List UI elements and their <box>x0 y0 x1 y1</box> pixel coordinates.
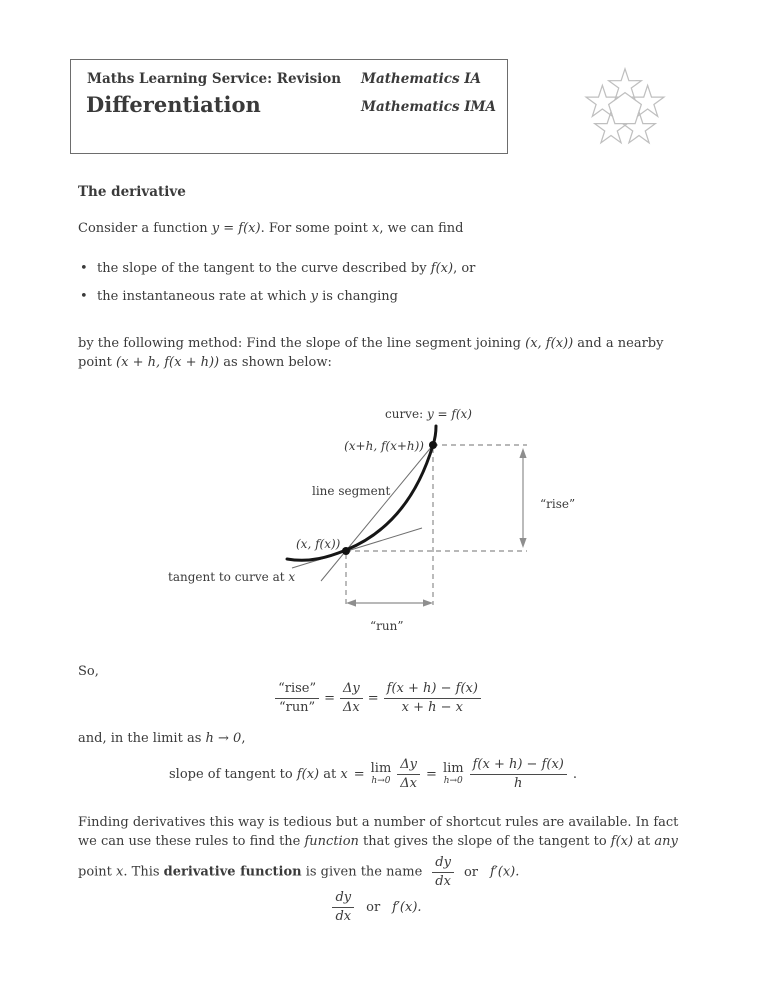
limit-operator <box>443 762 464 786</box>
intro-paragraph <box>78 219 726 238</box>
closing-line-2 <box>78 832 726 851</box>
page-title: Differentiation <box>86 92 261 117</box>
bullet-dot-icon: • <box>80 261 88 276</box>
frac-dy-dx: $\frac{dy}{dx}$ <box>332 890 354 924</box>
secant-line <box>321 445 433 581</box>
period: . <box>572 766 577 782</box>
equation-rise-over-run <box>0 674 762 722</box>
frac-difference-quotient-h <box>470 757 567 791</box>
closing-l3-math-x: x <box>116 864 124 880</box>
rise-label: “rise” <box>540 497 576 511</box>
bullet1-text-1: the slope of the tangent to the curve described by <box>97 261 431 276</box>
frac-dy: dy <box>332 890 354 908</box>
frac-den-xhx: x + h − x <box>401 699 463 715</box>
frac-delta-y: Δy <box>397 757 420 775</box>
bullet1-math: f(x) <box>430 261 454 276</box>
upper-point-label: (x+h, f(x+h)) <box>344 439 424 453</box>
frac-dx: dx <box>435 873 451 889</box>
method-l1-math: (x, f(x)) <box>525 336 574 351</box>
eq2-lhs <box>169 767 348 782</box>
frac-dy-dx-delta <box>397 757 420 791</box>
eq2-math-fx: f(x) <box>296 766 320 782</box>
frac-dy: dy <box>432 855 454 873</box>
university-star-logo-icon <box>581 62 669 154</box>
bullet2-math: y <box>310 289 318 304</box>
line-segment-label: line segment <box>312 484 391 498</box>
method-l1-text-1: by the following method: Find the slope of the line segment joining <box>78 336 526 351</box>
equals-sign: = <box>353 766 365 782</box>
closing-l2-text-1: we can use these rules to find the <box>78 834 305 849</box>
closing-l2-math-fx: f(x) <box>610 834 634 849</box>
run-arrow-right-icon <box>423 599 433 606</box>
closing-l3-bold-derivative-function: derivative function <box>163 864 302 880</box>
closing-l2-text-3: at <box>633 834 655 849</box>
intro-math-1: y = f(x) <box>211 221 261 236</box>
eq2-math-x: x <box>340 766 348 782</box>
closing-line-3 <box>78 855 726 889</box>
closing-l3-math-fprime: f′(x). <box>489 864 520 880</box>
lower-point-dot <box>342 547 350 555</box>
so-text: So, <box>78 664 99 679</box>
equals-sign: = <box>324 690 336 706</box>
method-l2-text-2: as shown below: <box>219 355 332 370</box>
inline-frac-dy-dx <box>432 855 454 889</box>
or-word: or <box>366 899 381 915</box>
equals-sign: = <box>367 690 379 706</box>
run-label: “run” <box>370 619 404 633</box>
upper-point-dot <box>429 441 437 449</box>
intro-text-1: Consider a function <box>78 221 212 236</box>
lim-subscript: h→0 <box>371 776 391 786</box>
course-name-ia: Mathematics IA <box>361 71 482 87</box>
fprime-expression: f′(x). <box>392 899 422 915</box>
section-heading: The derivative <box>78 184 186 200</box>
closing-l2-text-2: that gives the slope of the tangent to <box>358 834 611 849</box>
bullet2-text-2: is changing <box>317 289 398 304</box>
limit-sentence <box>78 729 245 748</box>
frac-num-fxh: f(x + h) − f(x) <box>470 757 567 775</box>
frac-delta-y: Δy <box>340 681 363 699</box>
frac-run: “run” <box>278 699 316 715</box>
intro-math-2: x <box>372 221 380 236</box>
rise-arrow-down-icon <box>519 538 526 548</box>
service-line: Maths Learning Service: Revision <box>87 71 342 87</box>
closing-l2-italic-any: any <box>654 834 678 849</box>
method-l2-math: (x + h, f(x + h)) <box>116 355 220 370</box>
tangent-label: tangent to curve at x <box>168 570 296 584</box>
course-name-ima: Mathematics IMA <box>361 99 496 115</box>
method-paragraph <box>78 334 726 372</box>
method-line-2 <box>78 353 726 372</box>
frac-den-h: h <box>514 775 523 791</box>
bullet-dot-icon: • <box>80 289 88 304</box>
frac-rise-run <box>275 681 319 715</box>
method-l1-text-2: and a nearby <box>573 336 664 351</box>
closing-l2-italic-function: function <box>304 834 359 849</box>
curve-label: curve: y = f(x) <box>385 407 472 421</box>
frac-difference-quotient <box>384 681 481 715</box>
closing-l3-or: or <box>463 864 478 880</box>
intro-text-3: , we can find <box>379 221 464 236</box>
eq2-text-1: slope of tangent to <box>168 766 297 782</box>
method-l2-text-1: point <box>78 355 117 370</box>
eq2-text-2: at <box>319 766 341 782</box>
intro-text-2: . For some point <box>260 221 373 236</box>
bullet-item-rate <box>80 289 720 304</box>
bullet1-text-2: , or <box>453 261 476 276</box>
closing-paragraph <box>78 813 726 889</box>
method-line-1 <box>78 334 726 353</box>
equals-sign: = <box>426 766 437 782</box>
rise-arrow-up-icon <box>519 448 526 458</box>
closing-l3-text-2: . This <box>123 864 164 880</box>
frac-delta-x: Δx <box>400 775 418 791</box>
equation-slope-of-tangent <box>0 752 757 796</box>
limit-text-2: , <box>241 731 246 746</box>
lim-subscript: h→0 <box>443 776 463 786</box>
secant-tangent-diagram <box>150 398 595 643</box>
frac-dy-dx-delta <box>340 681 363 715</box>
frac-rise: “rise” <box>275 681 319 699</box>
limit-math: h → 0 <box>205 731 242 746</box>
limit-operator <box>371 762 392 786</box>
frac-num-fxh: f(x + h) − f(x) <box>384 681 481 699</box>
bullet-item-slope <box>80 261 720 276</box>
equation-dy-dx-or-fprime <box>0 886 761 928</box>
lim-word: lim <box>442 761 464 776</box>
lower-point-label: (x, f(x)) <box>296 537 341 551</box>
closing-l3-text-1: point <box>78 864 117 880</box>
closing-line-1: Finding derivatives this way is tedious but a number of shortcut rules are available. In fact <box>78 815 679 830</box>
lim-word: lim <box>370 761 392 776</box>
closing-l3-text-3: is given the name <box>301 864 423 880</box>
frac-delta-x: Δx <box>343 699 360 715</box>
bullet2-text-1: the instantaneous rate at which <box>97 289 311 304</box>
run-arrow-left-icon <box>346 599 356 606</box>
limit-text-1: and, in the limit as <box>78 731 206 746</box>
header-box <box>70 59 508 154</box>
